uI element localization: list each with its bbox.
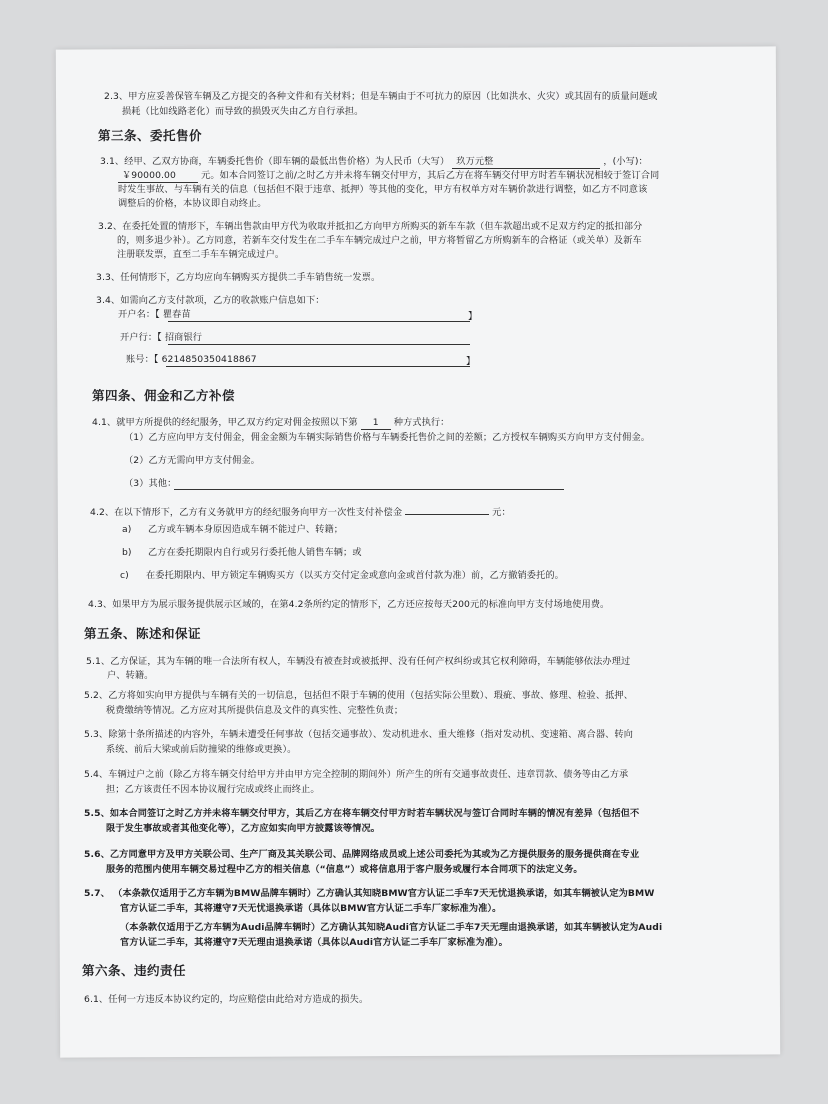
clause-5-6-line-1: 5.6、乙方同意甲方及甲方关联公司、生产厂商及其关联公司、品牌网络成员或上述公司委托为其或为乙方提供服务的服务提供商在专业 (84, 849, 640, 860)
clause-4-2-prefix: 4.2、在以下情形下，乙方有义务就甲方的经纪服务向甲方一次性支付补偿金 (90, 507, 403, 518)
compensation-amount-field (405, 514, 489, 515)
item-a-label: a) (122, 524, 132, 535)
bank-underline (168, 344, 470, 345)
account-name-row (118, 309, 191, 321)
clause-5-6-line-2: 服务的范围内使用车辆交易过程中乙方的相关信息（“信息”）或将信息用于客户服务或履行本合同项下的法定义务。 (106, 864, 583, 875)
clause-3-1-line-2-text: 元。如本合同签订之前/之时乙方并未将车辆交付甲方，其后乙方在将车辆交付甲方时若车辆状况相较于签订合同 (201, 170, 660, 181)
item-a-text: 乙方或车辆本身原因造成车辆不能过户、转籍； (148, 524, 344, 535)
item-c-text: 在委托期限内、甲方锁定车辆购买方（以买方交付定金或意向金或首付款为准）前，乙方撤销委托的。 (146, 570, 564, 581)
clause-3-1-line-4: 调整后的价格，本协议即自动终止。 (118, 198, 267, 209)
clause-4-2 (90, 507, 511, 519)
price-words-field: 玖万元整 (452, 156, 600, 169)
bank-row (120, 332, 202, 344)
clause-5-7-line-1: 5.7、 （本条款仅适用于乙方车辆为BMW品牌车辆时）乙方确认其知晓BMW官方认证二手车7天无忧退换承诺，如其车辆被认定为BMW (84, 888, 655, 899)
clause-5-2-line-2: 税费缴纳等情况。乙方应对其所提供信息及文件的真实性、完整性负责； (106, 705, 404, 716)
account-number-label: 账号：【 (126, 354, 159, 365)
clause-3-3: 3.3、任何情形下，乙方均应向车辆购买方提供二手车销售统一发票。 (96, 272, 381, 283)
clause-5-3-line-2: 系统、前后大梁或前后防撞梁的维修或更换）。 (106, 744, 297, 755)
commission-option-3: （3）其他： (124, 478, 177, 489)
clause-3-2-line-1: 3.2、在委托处置的情形下，车辆出售款由甲方代为收取并抵扣乙方向甲方所购买的新车车款（但车款超出或不足双方约定的抵扣部分 (98, 221, 643, 232)
bank-value: 招商银行 (164, 332, 203, 343)
clause-4-1-suffix: 种方式执行： (393, 417, 450, 428)
clause-5-7-line-4: 官方认证二手车，其将遵守7天无理由退换承诺（具体以Audi官方认证二手车厂家标准为准）。 (120, 937, 508, 948)
clause-6-1: 6.1、任何一方违反本协议约定的，均应赔偿由此给对方造成的损失。 (84, 994, 369, 1005)
clause-3-4: 3.4、如需向乙方支付款项，乙方的收款账户信息如下： (96, 295, 325, 306)
account-number-value: 6214850350418867 (161, 354, 257, 365)
section-5-title: 第五条、陈述和保证 (84, 626, 202, 641)
commission-option-1: （1）乙方应向甲方支付佣金，佣金金额为车辆实际销售价格与车辆委托售价之间的差额；乙方授权车辆购买方向甲方支付佣金。 (124, 432, 651, 443)
clause-5-4-line-2: 担；乙方该责任不因本协议履行完成或终止而终止。 (106, 784, 320, 795)
clause-3-2-line-2: 的，则多退少补）。乙方同意，若新车交付发生在二手车车辆完成过户之前，甲方将暂留乙方所购新车的合格证（或关单）及新车 (117, 235, 642, 246)
section-4-title: 第四条、佣金和乙方补偿 (92, 388, 236, 403)
clause-2-3-line-1: 2.3、甲方应妥善保管车辆及乙方提交的各种文件和有关材料；但是车辆由于不可抗力的原因（比如洪水、火灾）或其固有的质量问题或 (104, 91, 658, 102)
clause-3-1-suffix: ，(小写)： (603, 156, 648, 167)
account-name-value: 瞿春苗 (162, 309, 191, 320)
clause-4-2-suffix: 元： (492, 507, 511, 518)
bank-label: 开户行：【 (120, 332, 162, 343)
clause-5-7-line-3: （本条款仅适用于乙方车辆为Audi品牌车辆时）乙方确认其知晓Audi官方认证二手车7天无理由退换承诺，如其车辆被认定为Audi (120, 922, 663, 933)
account-number-close: 】 (466, 356, 476, 367)
clause-3-1-line-1 (100, 156, 648, 169)
item-b-label: b) (122, 547, 132, 558)
clause-4-3: 4.3、如果甲方为展示服务提供展示区域的，在第4.2条所约定的情形下，乙方还应按每天200元的标准向甲方支付场地使用费。 (88, 599, 610, 610)
account-name-underline (168, 321, 470, 322)
clause-5-7-line-2: 官方认证二手车，其将遵守7天无忧退换承诺（具体以BMW官方认证二手车厂家标准为准）。 (120, 903, 502, 914)
other-option-underline (174, 489, 564, 490)
clause-4-1 (92, 417, 449, 430)
item-c-label: c) (120, 570, 129, 581)
clause-2-3-line-2: 损耗（比如线路老化）而导致的损毁灭失由乙方自行承担。 (122, 106, 364, 117)
clause-3-2-line-3: 注册联发票，直至二手车车辆完成过户。 (117, 249, 285, 260)
section-3-title: 第三条、委托售价 (98, 128, 203, 143)
clause-5-2-line-1: 5.2、乙方将如实向甲方提供与车辆有关的一切信息，包括但不限于车辆的使用（包括实际公里数）、瑕疵、事故、修理、检验、抵押、 (84, 690, 633, 701)
clause-5-4-line-1: 5.4、车辆过户之前（除乙方将车辆交付给甲方并由甲方完全控制的期间外）所产生的所有交通事故责任、违章罚款、债务等由乙方承 (84, 769, 629, 780)
clause-4-1-prefix: 4.1、就甲方所提供的经纪服务，甲乙双方约定对佣金按照以下第 (92, 417, 358, 428)
account-name-close: 】 (468, 311, 478, 322)
clause-5-5-line-1: 5.5、如本合同签订之时乙方并未将车辆交付甲方，其后乙方在将车辆交付甲方时若车辆状况与签订合同时车辆的情况有差异（包括但不 (84, 808, 640, 819)
commission-option-2: （2）乙方无需向甲方支付佣金。 (124, 455, 260, 466)
clause-5-1-line-2: 户、转籍。 (107, 670, 154, 681)
clause-5-3-line-1: 5.3、除第十条所描述的内容外，车辆未遭受任何事故（包括交通事故）、发动机进水、重大维修（指对发动机、变速箱、离合器、转向 (84, 729, 633, 740)
item-b-text: 乙方在委托期限内自行或另行委托他人销售车辆；或 (148, 547, 362, 558)
section-6-title: 第六条、违约责任 (82, 963, 187, 978)
account-number-row (126, 354, 257, 366)
clause-5-1-line-1: 5.1、乙方保证，其为车辆的唯一合法所有权人，车辆没有被查封或被抵押、没有任何产权纠纷或其它权利障碍，车辆能够依法办理过 (86, 656, 631, 667)
clause-5-5-line-2: 限于发生事故或者其他变化等），乙方应如实向甲方披露该等情况。 (106, 823, 381, 834)
account-name-label: 开户名：【 (118, 309, 160, 320)
price-number-field: ￥90000.00 (118, 170, 198, 183)
account-number-underline (166, 366, 470, 367)
clause-3-1-prefix: 3.1、经甲、乙双方协商，车辆委托售价（即车辆的最低出售价格）为人民币（大写） (100, 156, 450, 167)
clause-3-1-line-2 (118, 170, 659, 183)
clause-3-1-line-3: 时发生事故、与车辆有关的信息（包括但不限于违章、抵押）等其他的变化，甲方有权单方对车辆价款进行调整，如乙方不同意该 (118, 184, 648, 195)
commission-option-field: 1 (361, 417, 391, 430)
